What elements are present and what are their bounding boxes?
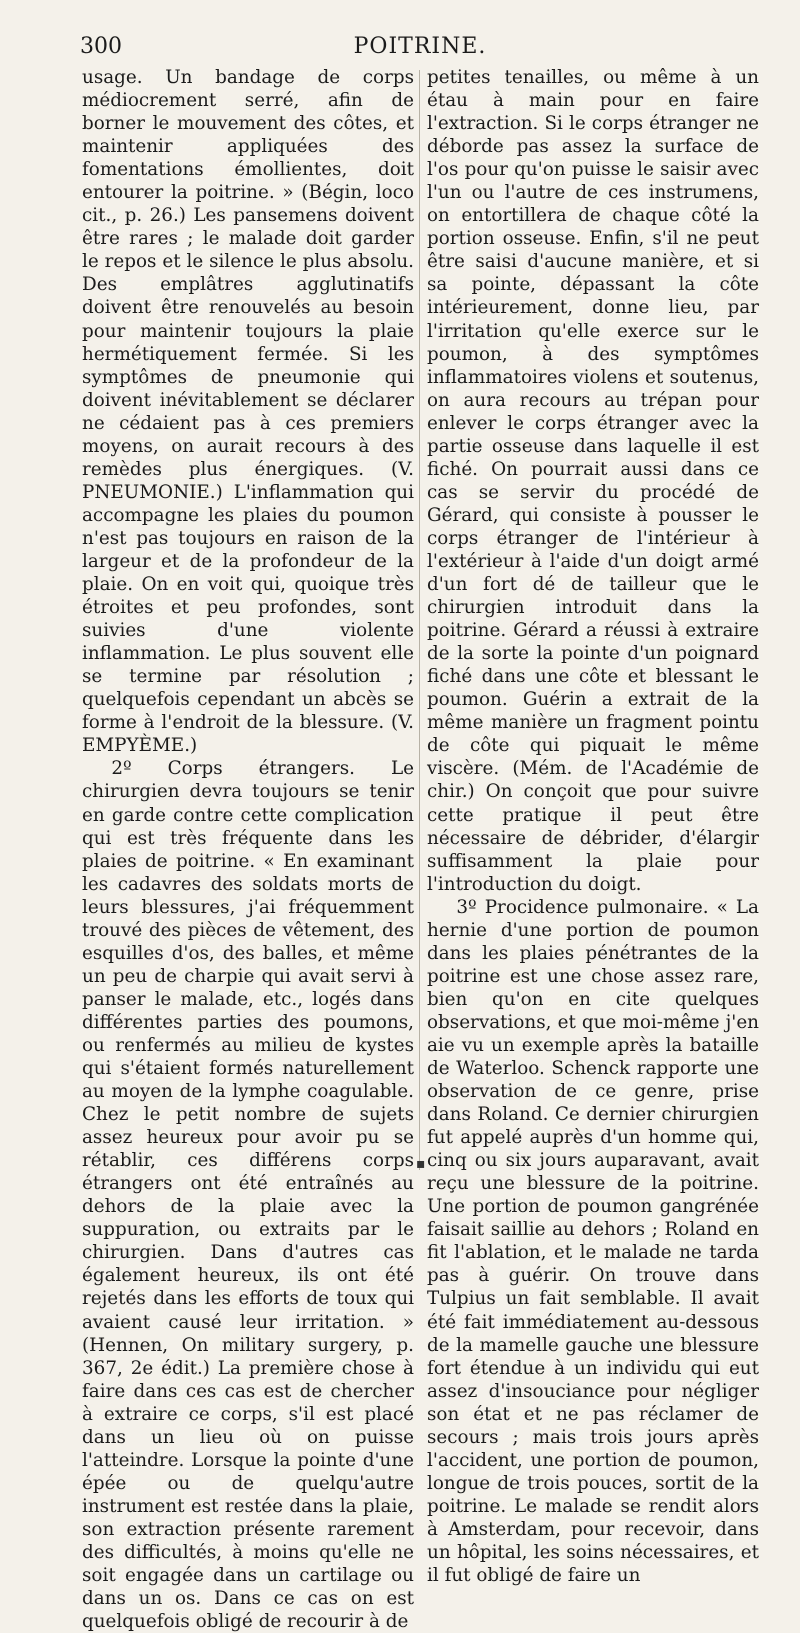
page-number: 300 (80, 34, 122, 59)
right-paragraph-2: 3º Procidence pulmonaire. « La hernie d'une portion de poumon dans les plaies pénétrantes de la poitrine est une chose assez rare, bien qu'on en cite quelques observations, et que moi-même j'en aie vu un exemple après la bataille de Waterloo. Schenck rapporte une observation de ce genre, prise dans Roland. Ce dernier chirurgien fut appelé auprès d'un homme qui, cinq ou six jours auparavant, avait reçu une blessure de la poitrine. Une portion de poumon gangrénée faisait saillie au dehors ; Roland en fit l'ablation, et le malade ne tarda pas à guérir. On trouve dans Tulpius un fait semblable. Il avait été fait immédiatement au-dessous de la mamelle gauche une blessure fort étendue à un individu qui eut assez d'insouciance pour négliger son état et ne pas réclamer de secours ; mais trois jours après l'accident, une portion de poumon, longue de trois pouces, sortit de la poitrine. Le malade se rendit alors à Amsterdam, pour recevoir, dans un hôpital, les soins nécessaires, et il fut obligé de faire un (427, 896, 759, 1587)
printer-mark: ▪ (416, 1156, 426, 1172)
running-title: POITRINE. (353, 34, 487, 59)
right-paragraph-1: petites tenailles, ou même à un étau à main pour en faire l'extraction. Si le corps étranger ne déborde pas assez la surface de l'os pour qu'on puisse le saisir avec l'un ou l'autre de ces instrumens, on entortillera de chaque côté la portion osseuse. Enfin, s'il ne peut être saisi d'aucune manière, et si sa pointe, dépassant la côte intérieurement, donne lieu, par l'irritation qu'elle exerce sur le poumon, à des symptômes inflammatoires violens et soutenus, on aura recours au trépan pour enlever le corps étranger avec la partie osseuse dans laquelle il est fiché. On pourrait aussi dans ce cas se servir du procédé de Gérard, qui consiste à pousser le corps étranger de l'intérieur à l'extérieur à l'aide d'un doigt armé d'un fort dé de tailleur que le chirurgien introduit dans la poitrine. Gérard a réussi à extraire de la sorte la pointe d'un poignard fiché dans une côte et blessant le poumon. Guérin a extrait de la même manière un fragment pointu de côte qui piquait le même viscère. (Mém. de l'Académie de chir.) On conçoit que pour suivre cette pratique il peut être nécessaire de débrider, d'élargir suffisamment la plaie pour l'introduction du doigt. (427, 67, 759, 895)
left-paragraph-2: 2º Corps étrangers. Le chirurgien devra toujours se tenir en garde contre cette complication qui est très fréquente dans les plaies de poitrine. « En examinant les cadavres des soldats morts de leurs blessures, j'ai fréquemment trouvé des pièces de vêtement, des esquilles d'os, des balles, et même un peu de charpie qui avait servi à panser le malade, etc., logés dans différentes parties des poumons, ou renfermés au milieu de kystes qui s'étaient formés naturellement au moyen de la lymphe coagulable. Chez le petit nombre de sujets assez heureux pour avoir pu se rétablir, ces différens corps étrangers ont été entraînés au dehors de la plaie avec la suppuration, ou extraits par le chirurgien. Dans d'autres cas également heureux, ils ont été rejetés dans les efforts de toux qui avaient causé leur irritation. » (Hennen, On military surgery, p. 367, 2e édit.) La première chose à faire dans ces cas est de chercher à extraire ce corps, s'il est placé dans un lieu où on puisse l'atteindre. Lorsque la pointe d'une épée ou de quelqu'autre instrument est restée dans la plaie, son extraction présente rarement des difficultés, à moins qu'elle ne soit engagée dans un cartilage ou dans un os. Dans ce cas on est quelquefois obligé de recourir à de (82, 758, 414, 1633)
page-header (80, 34, 760, 64)
right-column (427, 66, 759, 1587)
column-divider (419, 70, 420, 1170)
left-paragraph-1: usage. Un bandage de corps médiocrement serré, afin de borner le mouvement des côtes, et maintenir appliquées des fomentations émollientes, doit entourer la poitrine. » (Bégin, loco cit., p. 26.) Les pansemens doivent être rares ; le malade doit garder le repos et le silence le plus absolu. Des emplâtres agglutinatifs doivent être renouvelés au besoin pour maintenir toujours la plaie hermétiquement fermée. Si les symptômes de pneumonie qui doivent inévitablement se déclarer ne cédaient pas à ces premiers moyens, on aurait recours à des remèdes plus énergiques. (V. PNEUMONIE.) L'inflammation qui accompagne les plaies du poumon n'est pas toujours en raison de la largeur et de la profondeur de la plaie. On en voit qui, quoique très étroites et peu profondes, sont suivies d'une violente inflammation. Le plus souvent elle se termine par résolution ; quelquefois cependant un abcès se forme à l'endroit de la blessure. (V. EMPYÈME.) (82, 67, 414, 757)
left-column (82, 66, 414, 1633)
